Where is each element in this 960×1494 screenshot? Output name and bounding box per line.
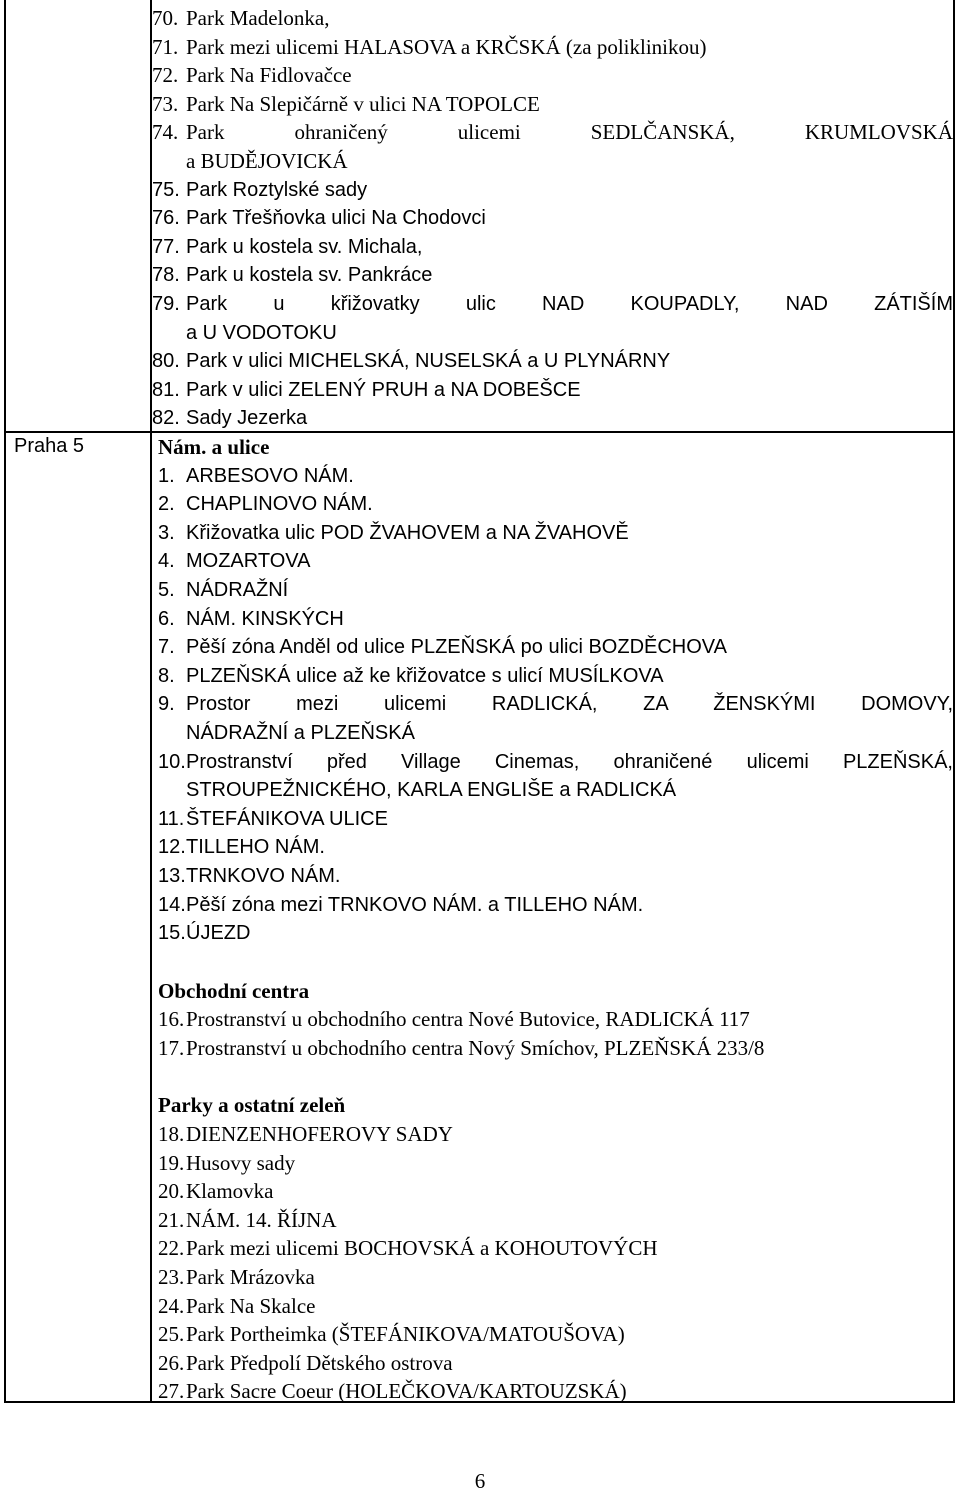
item-text: Park mezi ulicemi BOCHOVSKÁ a KOHOUTOVÝCH <box>186 1236 658 1261</box>
list-item <box>152 176 953 205</box>
item-number: 18. <box>158 1122 185 1147</box>
item-text: Park u kostela sv. Michala, <box>186 235 423 258</box>
list-item <box>152 290 953 319</box>
item-number: 70. <box>152 6 179 30</box>
item-number: 4. <box>158 550 175 573</box>
item-text: Park mezi ulicemi HALASOVA a KRČSKÁ (za poliklinikou) <box>186 34 707 59</box>
item-number: 26. <box>158 1350 185 1375</box>
item-number: 77. <box>152 235 180 258</box>
list-item <box>152 1234 953 1263</box>
list-item-continuation <box>152 776 953 805</box>
item-text: NÁM. 14. ŘÍJNA <box>186 1207 337 1232</box>
parks-list <box>152 1120 953 1406</box>
item-text: Park Na Skalce <box>186 1293 316 1318</box>
list-item <box>152 1263 953 1292</box>
list-item <box>152 862 953 891</box>
item-number: 23. <box>158 1265 185 1290</box>
indent <box>152 319 186 348</box>
item-text: PLZEŇSKÁ ulice až ke křižovatce s ulicí MUSÍLKOVA <box>186 664 664 687</box>
item-number: 20. <box>158 1179 185 1204</box>
squares-list <box>152 462 953 948</box>
item-text: Prostranství u obchodního centra Nové Butovice, RADLICKÁ 117 <box>186 1007 750 1032</box>
item-number: 22. <box>158 1236 185 1261</box>
table-border-right <box>953 0 955 1403</box>
item-text: Křižovatka ulic POD ŽVAHOVEM a NA ŽVAHOVĚ <box>186 521 629 544</box>
list-item-continuation <box>152 319 953 348</box>
item-text: Park Mrázovka <box>186 1265 315 1290</box>
list-item <box>152 1377 953 1406</box>
item-number: 71. <box>152 34 179 59</box>
item-text: Prostranství před Village Cinemas, ohraničené ulicemi PLZEŇSKÁ, <box>186 750 953 773</box>
item-number: 10. <box>158 750 186 773</box>
list-item <box>152 347 953 376</box>
item-number: 80. <box>152 350 180 373</box>
item-number: 2. <box>158 493 175 516</box>
item-number: 11. <box>158 807 185 830</box>
list-item <box>152 118 953 147</box>
item-text-continuation: a U VODOTOKU <box>186 321 337 344</box>
indent <box>152 147 186 176</box>
list-item <box>152 1034 953 1063</box>
item-text: Park Portheimka (ŠTEFÁNIKOVA/MATOUŠOVA) <box>186 1322 625 1347</box>
section-heading-malls: Obchodní centra <box>158 978 310 1003</box>
item-text: NÁDRAŽNÍ <box>186 578 289 601</box>
indent <box>158 776 186 805</box>
item-number: 14. <box>158 893 186 916</box>
list-item <box>152 376 953 405</box>
item-text: Pěší zóna mezi TRNKOVO NÁM. a TILLEHO NÁM. <box>186 893 644 916</box>
item-number: 1. <box>158 464 175 487</box>
list-item-continuation <box>152 719 953 748</box>
item-text: Klamovka <box>186 1179 274 1204</box>
item-number: 76. <box>152 207 180 230</box>
list-item <box>152 748 953 777</box>
item-text: Park Sacre Coeur (HOLEČKOVA/KARTOUZSKÁ) <box>186 1379 627 1404</box>
list-item <box>152 261 953 290</box>
list-item <box>152 633 953 662</box>
list-item <box>152 576 953 605</box>
item-number: 5. <box>158 578 175 601</box>
item-text: ARBESOVO NÁM. <box>186 464 354 487</box>
spacer <box>152 948 953 977</box>
item-text: Park Na Slepičárně v ulici NA TOPOLCE <box>186 91 540 116</box>
prague4-list <box>152 4 953 433</box>
item-number: 24. <box>158 1293 185 1318</box>
list-item <box>152 1177 953 1206</box>
item-number: 6. <box>158 607 175 630</box>
prague5-list <box>152 433 953 1406</box>
item-text: Park u křižovatky ulic NAD KOUPADLY, NAD ZÁTIŠÍM <box>186 292 953 315</box>
item-text: Prostranství u obchodního centra Nový Smíchov, PLZEŇSKÁ 233/8 <box>186 1035 765 1060</box>
list-item <box>152 1120 953 1149</box>
item-number: 21. <box>158 1207 185 1232</box>
item-text: ŠTEFÁNIKOVA ULICE <box>186 807 388 830</box>
list-item <box>152 1149 953 1178</box>
item-number: 73. <box>152 91 179 116</box>
list-item <box>152 891 953 920</box>
item-number: 8. <box>158 664 175 687</box>
item-number: 78. <box>152 264 180 287</box>
item-number: 17. <box>158 1035 185 1060</box>
list-item <box>152 404 953 433</box>
item-text: Park Třešňovka ulici Na Chodovci <box>186 207 486 230</box>
malls-list <box>152 1005 953 1062</box>
item-number: 15. <box>158 922 186 945</box>
item-text: Park Madelonka, <box>186 6 330 30</box>
item-text: Sady Jezerka <box>186 407 308 430</box>
item-number: 13. <box>158 864 186 887</box>
item-number: 25. <box>158 1322 185 1347</box>
item-number: 79. <box>152 292 180 315</box>
item-text-continuation: NÁDRAŽNÍ a PLZEŇSKÁ <box>186 721 415 744</box>
item-number: 72. <box>152 63 179 88</box>
section-heading-squares: Nám. a ulice <box>158 435 270 459</box>
item-text: Prostor mezi ulicemi RADLICKÁ, ZA ŽENSKÝMI DOMOVY, <box>186 693 953 716</box>
list-item <box>152 233 953 262</box>
list-item <box>152 90 953 119</box>
item-number: 27. <box>158 1379 185 1404</box>
item-number: 74. <box>152 120 179 145</box>
list-item <box>152 1320 953 1349</box>
list-item <box>152 490 953 519</box>
item-text: NÁM. KINSKÝCH <box>186 607 344 630</box>
list-item <box>152 805 953 834</box>
item-text: Park v ulici ZELENÝ PRUH a NA DOBEŠCE <box>186 378 581 401</box>
item-text: ÚJEZD <box>186 922 251 945</box>
item-text: Park u kostela sv. Pankráce <box>186 264 433 287</box>
list-item <box>152 662 953 691</box>
list-item <box>152 1349 953 1378</box>
list-item <box>152 919 953 948</box>
item-text-continuation: STROUPEŽNICKÉHO, KARLA ENGLIŠE a RADLICKÁ <box>186 779 677 802</box>
item-text: TRNKOVO NÁM. <box>186 864 341 887</box>
list-item <box>152 462 953 491</box>
list-item <box>152 519 953 548</box>
list-item <box>152 690 953 719</box>
item-text: Pěší zóna Anděl od ulice PLZEŇSKÁ po ulici BOZDĚCHOVA <box>186 636 727 659</box>
item-text: Park Na Fidlovačce <box>186 63 352 88</box>
item-number: 81. <box>152 378 180 401</box>
list-item <box>152 1206 953 1235</box>
list-item <box>152 547 953 576</box>
item-number: 19. <box>158 1150 185 1175</box>
item-text: CHAPLINOVO NÁM. <box>186 493 373 516</box>
page-number: 6 <box>474 1469 486 1493</box>
item-text: Park ohraničený ulicemi SEDLČANSKÁ, KRUMLOVSKÁ <box>186 120 953 145</box>
item-number: 82. <box>152 407 180 430</box>
indent <box>158 719 186 748</box>
item-number: 16. <box>158 1007 185 1032</box>
list-item <box>152 4 953 33</box>
item-text: Park Roztylské sady <box>186 178 368 201</box>
list-item <box>152 833 953 862</box>
list-item-continuation <box>152 147 953 176</box>
section-heading-parks: Parky a ostatní zeleň <box>158 1093 346 1118</box>
item-text-continuation: a BUDĚJOVICKÁ <box>186 148 348 173</box>
table-border-left <box>4 0 6 1403</box>
item-text: Park Předpolí Dětského ostrova <box>186 1350 453 1375</box>
item-text: TILLEHO NÁM. <box>186 836 325 859</box>
item-number: 12. <box>158 836 186 859</box>
item-number: 3. <box>158 521 175 544</box>
list-item <box>152 1005 953 1034</box>
item-text: MOZARTOVA <box>186 550 311 573</box>
spacer <box>152 1062 953 1091</box>
list-item <box>152 1292 953 1321</box>
list-item <box>152 33 953 62</box>
item-text: Park v ulici MICHELSKÁ, NUSELSKÁ a U PLYNÁRNY <box>186 350 671 373</box>
list-item <box>152 61 953 90</box>
list-item <box>152 204 953 233</box>
list-item <box>152 605 953 634</box>
item-number: 75. <box>152 178 180 201</box>
item-number: 9. <box>158 693 175 716</box>
item-text: DIENZENHOFEROVY SADY <box>186 1122 453 1147</box>
district-label: Praha 5 <box>14 435 85 457</box>
item-number: 7. <box>158 636 175 659</box>
item-text: Husovy sady <box>186 1150 296 1175</box>
